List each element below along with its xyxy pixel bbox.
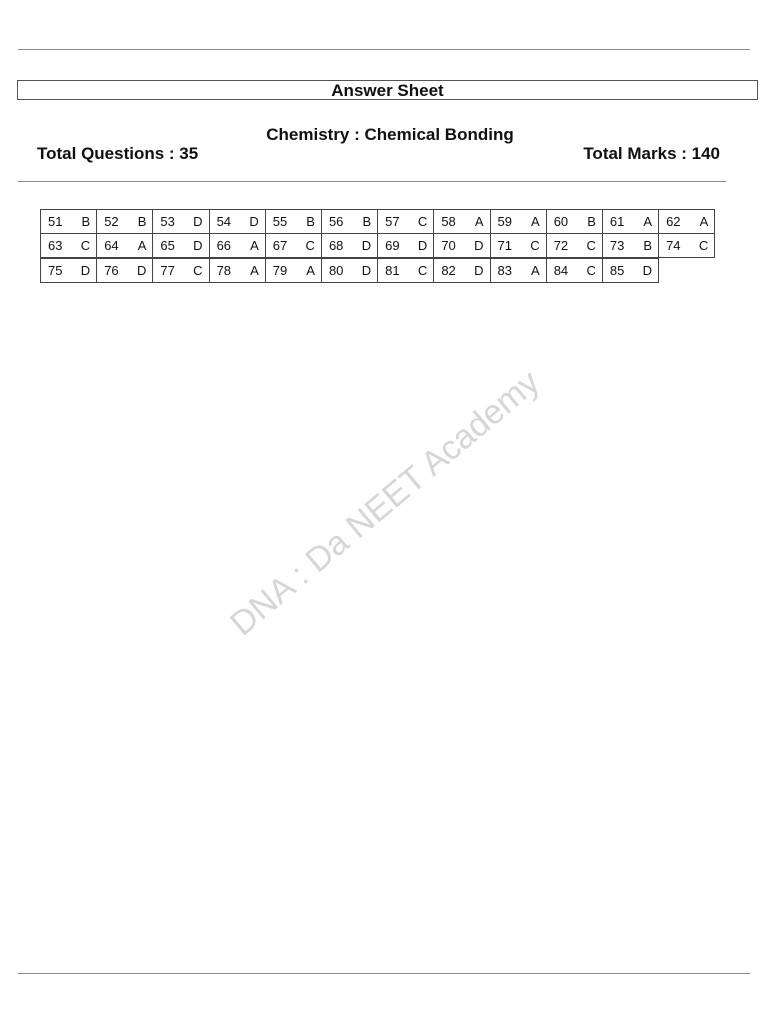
- answer-cell: [265, 233, 322, 258]
- question-number: 55: [272, 214, 288, 229]
- question-number: 62: [666, 214, 681, 229]
- answer-cell: [433, 233, 490, 258]
- answer-cell: [546, 233, 603, 258]
- question-number: 59: [497, 214, 512, 229]
- answer-option: B: [306, 214, 315, 229]
- answer-cell: [209, 233, 266, 258]
- answer-option: D: [361, 263, 372, 278]
- answer-cell: [209, 209, 266, 234]
- answer-option: C: [417, 263, 428, 278]
- answer-option: A: [250, 263, 259, 278]
- answer-cell: [209, 258, 266, 283]
- question-number: 77: [160, 263, 175, 278]
- answer-cell: [377, 233, 434, 258]
- question-number: 71: [497, 238, 512, 253]
- answer-cell: [602, 233, 659, 258]
- bottom-divider: [18, 973, 750, 974]
- answer-cell: [96, 233, 153, 258]
- question-number: 65: [160, 238, 175, 253]
- answer-cell: [265, 258, 322, 283]
- answer-option: D: [474, 238, 484, 253]
- answer-cell: [658, 209, 715, 234]
- question-number: 51: [48, 214, 63, 229]
- answer-option: A: [531, 214, 540, 229]
- answer-cell: [546, 258, 603, 283]
- question-number: 68: [328, 238, 344, 253]
- total-marks: Total Marks : 140: [583, 144, 720, 163]
- answer-grid: [40, 209, 715, 284]
- question-number: 52: [104, 214, 119, 229]
- question-number: 60: [553, 214, 569, 229]
- answer-option: A: [474, 214, 484, 229]
- answer-row: [40, 209, 715, 234]
- answer-cell: [152, 233, 209, 258]
- answer-cell: [152, 209, 209, 234]
- answer-cell: [40, 233, 97, 258]
- answer-cell: [321, 209, 378, 234]
- question-number: 82: [441, 263, 456, 278]
- question-number: 81: [385, 263, 400, 278]
- answer-option: D: [193, 238, 203, 253]
- answer-option: C: [193, 263, 203, 278]
- answer-option: D: [80, 263, 91, 278]
- answer-option: D: [249, 214, 259, 229]
- answer-cell: [433, 209, 490, 234]
- answer-cell: [377, 258, 434, 283]
- question-number: 64: [104, 238, 119, 253]
- answer-option: C: [305, 238, 315, 253]
- answer-option: C: [530, 238, 540, 253]
- question-number: 83: [497, 263, 512, 278]
- answer-cell: [40, 209, 97, 234]
- answer-cell: [96, 209, 153, 234]
- question-number: 53: [160, 214, 175, 229]
- answer-option: B: [81, 214, 91, 229]
- answer-row: [40, 259, 715, 284]
- answer-option: D: [361, 238, 372, 253]
- answer-cell: [377, 209, 434, 234]
- answer-option: A: [699, 214, 709, 229]
- answer-cell: [490, 209, 547, 234]
- answer-option: B: [137, 214, 147, 229]
- question-number: 63: [48, 238, 63, 253]
- answer-option: A: [306, 263, 315, 278]
- question-number: 56: [328, 214, 344, 229]
- answer-option: D: [193, 214, 203, 229]
- question-number: 76: [104, 263, 119, 278]
- question-number: 84: [553, 263, 569, 278]
- answer-option: C: [417, 214, 428, 229]
- answer-cell: [602, 209, 659, 234]
- question-number: 79: [272, 263, 288, 278]
- question-number: 80: [328, 263, 344, 278]
- total-questions: Total Questions : 35: [37, 144, 199, 163]
- answer-option: B: [643, 238, 653, 253]
- answer-option: D: [136, 263, 147, 278]
- answer-row: [40, 234, 715, 259]
- answer-option: B: [587, 214, 596, 229]
- question-number: 73: [609, 238, 625, 253]
- answer-option: C: [586, 263, 596, 278]
- question-number: 74: [666, 238, 681, 253]
- answer-cell: [96, 258, 153, 283]
- question-number: 75: [48, 263, 63, 278]
- answer-cell: [602, 258, 659, 283]
- question-number: 61: [609, 214, 625, 229]
- answer-cell: [265, 209, 322, 234]
- top-divider: [18, 49, 750, 50]
- answer-cell: [658, 233, 715, 258]
- answer-option: C: [80, 238, 91, 253]
- answer-option: D: [474, 263, 484, 278]
- answer-cell: [490, 233, 547, 258]
- question-number: 78: [216, 263, 232, 278]
- answer-option: A: [531, 263, 540, 278]
- question-number: 57: [385, 214, 400, 229]
- answer-cell: [433, 258, 490, 283]
- answer-cell: [546, 209, 603, 234]
- subject-title: Chemistry : Chemical Bonding: [266, 125, 514, 144]
- answer-option: A: [643, 214, 653, 229]
- answer-cell: [40, 258, 97, 283]
- question-number: 85: [609, 263, 625, 278]
- question-number: 66: [216, 238, 232, 253]
- answer-option: C: [698, 238, 709, 253]
- answer-cell: [490, 258, 547, 283]
- question-number: 70: [441, 238, 456, 253]
- answer-cell: [321, 258, 378, 283]
- question-number: 69: [385, 238, 400, 253]
- question-number: 54: [216, 214, 232, 229]
- answer-cell: [152, 258, 209, 283]
- answer-option: D: [417, 238, 428, 253]
- answer-option: D: [642, 263, 653, 278]
- answer-option: A: [137, 238, 147, 253]
- watermark: DNA : Da NEET Academy: [223, 362, 547, 644]
- question-number: 58: [441, 214, 456, 229]
- answer-option: A: [250, 238, 259, 253]
- question-number: 67: [272, 238, 288, 253]
- answer-cell: [321, 233, 378, 258]
- header-divider: [18, 181, 726, 182]
- answer-sheet-title: Answer Sheet: [17, 80, 758, 100]
- answer-option: B: [362, 214, 372, 229]
- question-number: 72: [553, 238, 569, 253]
- answer-option: C: [586, 238, 596, 253]
